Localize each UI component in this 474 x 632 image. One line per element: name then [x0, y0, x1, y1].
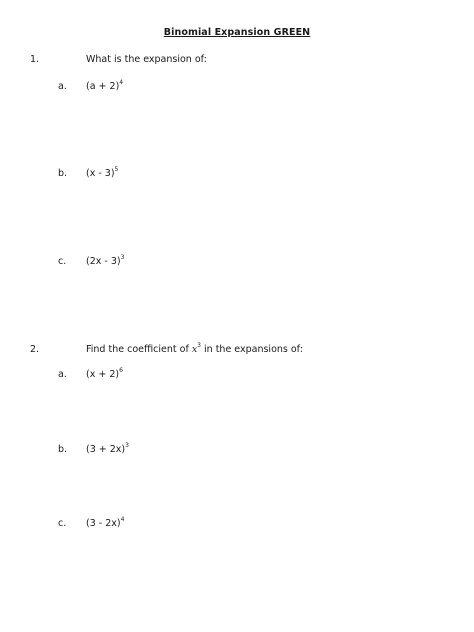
question-1a-label: a. [58, 81, 67, 92]
question-2b-power: 3 [125, 442, 129, 449]
worksheet-title: Binomial Expansion GREEN [163, 27, 311, 38]
question-2c-expression [86, 518, 124, 529]
question-2b-expression [86, 444, 129, 455]
question-1a-base: (a + 2) [86, 81, 120, 92]
question-2a-base: (x + 2) [86, 369, 120, 380]
question-2-text-before: Find the coefficient of [86, 344, 192, 355]
question-1a-expression [86, 81, 123, 92]
question-2-text [86, 344, 303, 355]
question-1c-base: (2x - 3) [86, 256, 121, 267]
question-1b-label: b. [58, 168, 68, 179]
question-2a-expression [86, 369, 123, 380]
question-2-number: 2. [30, 344, 40, 355]
question-1c-label: c. [58, 256, 67, 267]
question-1b-power: 5 [114, 166, 119, 173]
question-1-text: What is the expansion of: [86, 54, 207, 65]
question-1c-power: 3 [120, 254, 125, 261]
question-2b-label: b. [58, 444, 68, 455]
question-2a-label: a. [58, 369, 67, 380]
question-2a-power: 6 [119, 367, 123, 374]
question-1a-power: 4 [119, 79, 124, 86]
question-2c-power: 4 [120, 516, 125, 523]
question-1b-expression [86, 168, 118, 179]
question-2c-label: c. [58, 518, 67, 529]
question-1b-base: (x - 3) [86, 168, 115, 179]
question-2-variable: x [191, 344, 198, 355]
question-2-text-after: in the expansions of: [201, 344, 303, 355]
question-2c-base: (3 - 2x) [86, 518, 121, 529]
question-2b-base: (3 + 2x) [86, 444, 126, 455]
question-2-variable-power: 3 [197, 342, 201, 349]
question-1-number: 1. [30, 54, 40, 65]
question-1c-expression [86, 256, 124, 267]
